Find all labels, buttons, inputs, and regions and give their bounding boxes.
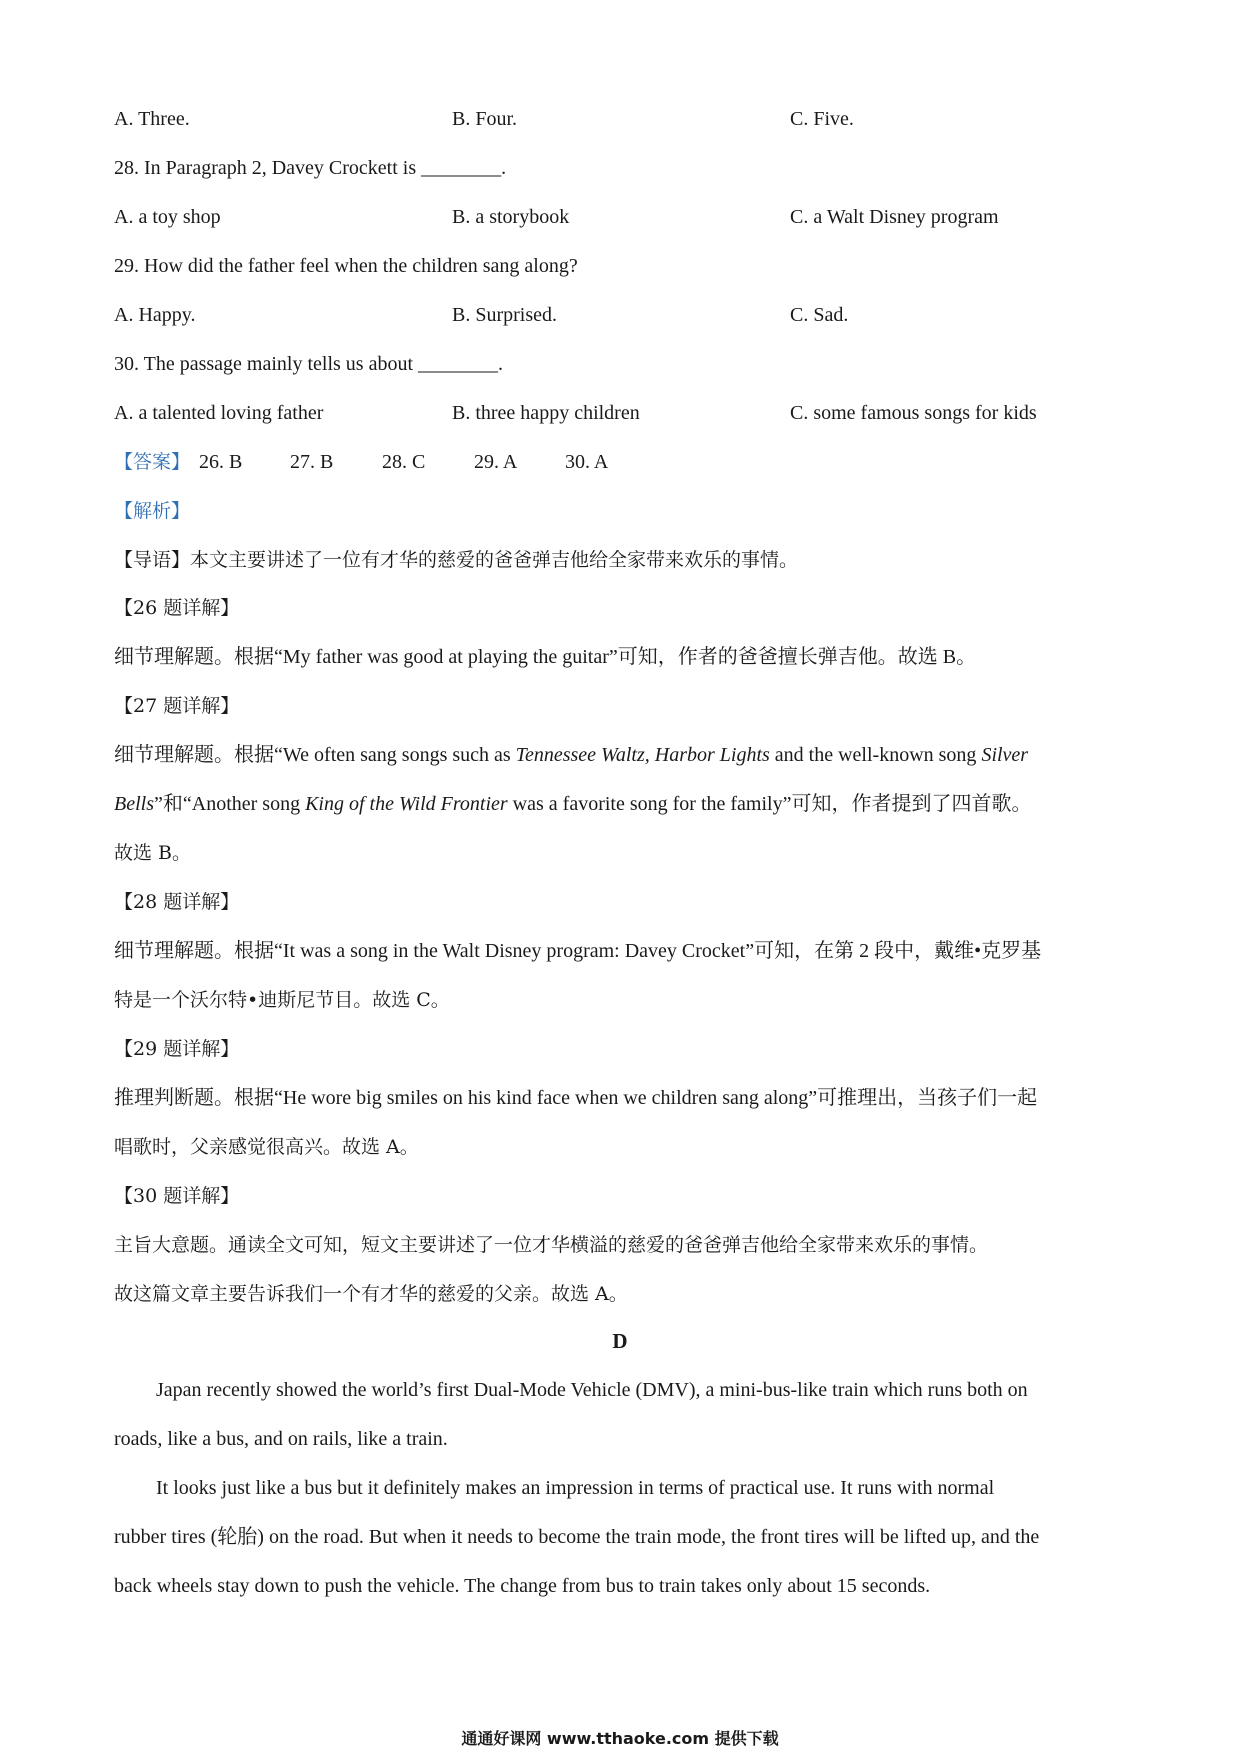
q27-detail-text: ,: [644, 744, 655, 766]
section-d-paragraph-2-line-3: back wheels stay down to push the vehicle. The change from bus to train takes only about 15 seconds.: [114, 1575, 931, 1597]
q30-option-b: B. three happy children: [452, 402, 640, 424]
q29-option-b: B. Surprised.: [452, 304, 557, 326]
q29-detail-heading: 【29 题详解】: [114, 1038, 240, 1060]
song-title: Harbor Lights: [654, 744, 770, 766]
q30-stem: 30. The passage mainly tells us about ________.: [114, 353, 504, 375]
q27-detail-line-1: [114, 741, 1028, 769]
analysis-tag: 【解析】: [114, 500, 191, 522]
answer-item: 30. A: [565, 451, 609, 473]
section-d-paragraph-2-line-2: rubber tires (轮胎) on the road. But when it needs to become the train mode, the front tires will be lifted up, and the: [114, 1526, 1040, 1548]
q30-detail-line-1: 主旨大意题。通读全文可知，短文主要讲述了一位才华横溢的慈爱的爸爸弹吉他给全家带来欢乐的事情。: [114, 1234, 989, 1256]
q29-detail-line-1: 推理判断题。根据“He wore big smiles on his kind face when we children sang along”可推理出，当孩子们一起: [114, 1087, 1038, 1109]
song-title: Bells: [114, 793, 154, 815]
answer-item: 26. B: [199, 451, 243, 473]
q27-detail-line-2: [114, 790, 1031, 818]
q28-detail-line-1: 细节理解题。根据“It was a song in the Walt Disney program: Davey Crocket”可知，在第 2 段中，戴维•克罗基: [114, 940, 1042, 962]
q27-detail-line-3: 故选 B。: [114, 842, 192, 864]
answer-item: 28. C: [382, 451, 426, 473]
q28-option-c: C. a Walt Disney program: [790, 206, 999, 228]
section-d-paragraph-1-line-2: roads, like a bus, and on rails, like a train.: [114, 1428, 448, 1450]
q27-option-c: C. Five.: [790, 108, 854, 130]
q27-detail-heading: 【27 题详解】: [114, 695, 240, 717]
page-footer: 通通好课网 www.tthaoke.com 提供下载: [461, 1729, 779, 1748]
song-title: Silver: [981, 744, 1029, 766]
q29-detail-line-2: 唱歌时，父亲感觉很高兴。故选 A。: [114, 1136, 419, 1158]
q28-option-a: A. a toy shop: [114, 206, 221, 228]
q27-detail-text: ”和“Another song: [154, 793, 306, 815]
section-d-paragraph-1-line-1: Japan recently showed the world’s first Dual-Mode Vehicle (DMV), a mini-bus-like train which runs both on: [156, 1379, 1028, 1401]
q26-detail-text: 细节理解题。根据“My father was good at playing the guitar”可知，作者的爸爸擅长弹吉他。故选 B。: [114, 646, 977, 668]
song-title: Tennessee Waltz: [515, 744, 645, 766]
q28-stem: 28. In Paragraph 2, Davey Crockett is ________.: [114, 157, 507, 179]
answer-tag: 【答案】: [114, 451, 191, 473]
q28-option-b: B. a storybook: [452, 206, 570, 228]
song-title: King of the Wild Frontier: [305, 793, 508, 815]
q29-option-a: A. Happy.: [114, 304, 196, 326]
q30-detail-heading: 【30 题详解】: [114, 1185, 240, 1207]
q28-detail-line-2: 特是一个沃尔特•迪斯尼节目。故选 C。: [114, 989, 450, 1011]
q26-detail-heading: 【26 题详解】: [114, 597, 240, 619]
q27-option-a: A. Three.: [114, 108, 190, 130]
q27-detail-text: was a favorite song for the family”可知，作者提到了四首歌。: [507, 793, 1032, 815]
q27-detail-text: and the well-known song: [769, 744, 982, 766]
q28-detail-heading: 【28 题详解】: [114, 891, 240, 913]
q30-detail-line-2: 故这篇文章主要告诉我们一个有才华的慈爱的父亲。故选 A。: [114, 1283, 628, 1305]
q29-stem: 29. How did the father feel when the children sang along?: [114, 255, 578, 277]
q29-option-c: C. Sad.: [790, 304, 849, 326]
q27-detail-text: 细节理解题。根据“We often sang songs such as: [114, 744, 516, 766]
section-d-title: D: [612, 1329, 628, 1353]
q30-option-c: C. some famous songs for kids: [790, 402, 1037, 424]
section-d-paragraph-2-line-1: It looks just like a bus but it definitely makes an impression in terms of practical use. It runs with normal: [156, 1477, 995, 1499]
answer-item: 29. A: [474, 451, 518, 473]
intro-text: 【导语】本文主要讲述了一位有才华的慈爱的爸爸弹吉他给全家带来欢乐的事情。: [114, 549, 799, 571]
answer-item: 27. B: [290, 451, 334, 473]
q27-option-b: B. Four.: [452, 108, 518, 130]
q30-option-a: A. a talented loving father: [114, 402, 324, 424]
